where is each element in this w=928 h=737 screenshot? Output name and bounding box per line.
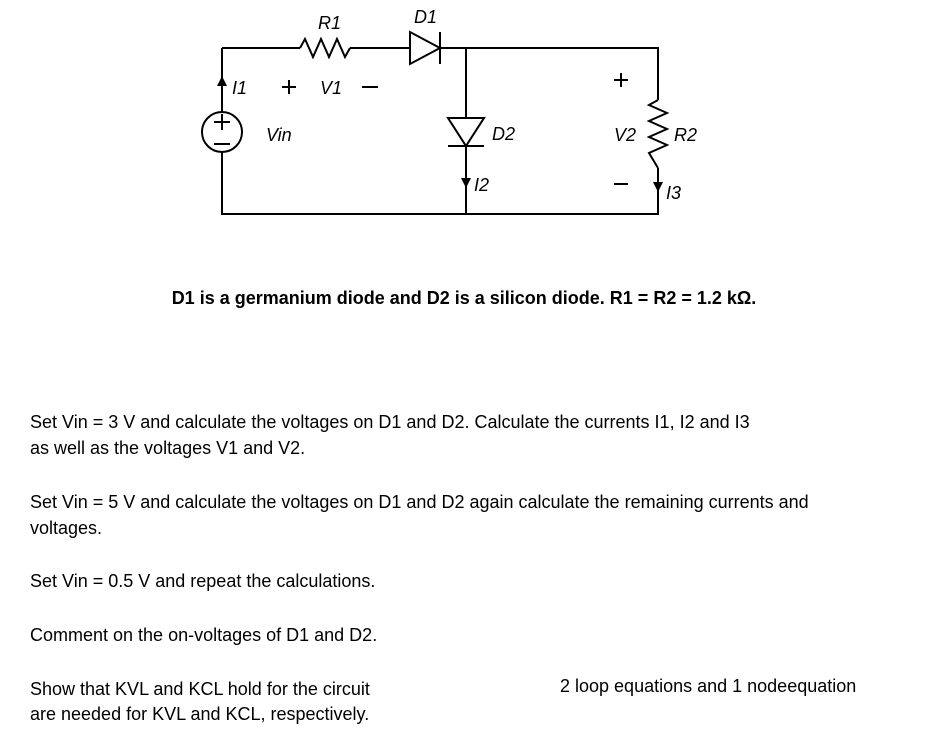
r1-label: R1 — [318, 13, 342, 33]
task-3-line: Set Vin = 0.5 V and repeat the calculations. — [30, 571, 376, 591]
i3-label: I3 — [666, 183, 682, 203]
d2-label: D2 — [492, 124, 516, 144]
i1-arrow-icon — [217, 76, 227, 86]
r2-label: R2 — [674, 125, 698, 145]
task-5-line-1: Show that KVL and KCL hold for the circuit — [30, 679, 370, 699]
diode-d2-triangle — [448, 118, 484, 146]
i1-label: I1 — [232, 78, 248, 98]
circuit-diagram — [0, 0, 928, 260]
wire-top-right — [440, 48, 658, 100]
resistor-r2 — [649, 100, 667, 168]
task-5-line-2: are needed for KVL and KCL, respectively. — [30, 704, 370, 724]
d1-label: D1 — [414, 7, 438, 27]
v2-label: V2 — [614, 125, 637, 145]
v2-plus-mark — [614, 73, 628, 87]
resistor-r1 — [300, 39, 350, 57]
v1-label: V1 — [320, 78, 343, 98]
wire-left-bottom — [222, 152, 658, 214]
task-1-line-1: Set Vin = 3 V and calculate the voltages on D1 and D2. Calculate the currents I1, I2 and I3 — [30, 412, 750, 432]
source-plus-sign — [214, 114, 230, 130]
task-2-line-1: Set Vin = 5 V and calculate the voltages on D1 and D2 again calculate the remaining currents and — [30, 492, 809, 512]
vin-label: Vin — [266, 125, 292, 145]
i2-label: I2 — [474, 175, 490, 195]
task-1-line-2: as well as the voltages V1 and V2. — [30, 438, 306, 458]
v1-plus-mark — [282, 80, 296, 94]
task-5-right-note: 2 loop equations and 1 nodeequation — [560, 676, 857, 696]
diode-d1-triangle — [410, 32, 440, 64]
circuit-description: D1 is a germanium diode and D2 is a silicon diode. R1 = R2 = 1.2 kΩ. — [171, 288, 757, 308]
i3-arrow-icon — [653, 182, 663, 192]
i2-arrow-icon — [461, 178, 471, 188]
task-4-line: Comment on the on-voltages of D1 and D2. — [30, 625, 378, 645]
task-2-line-2: voltages. — [30, 518, 103, 538]
